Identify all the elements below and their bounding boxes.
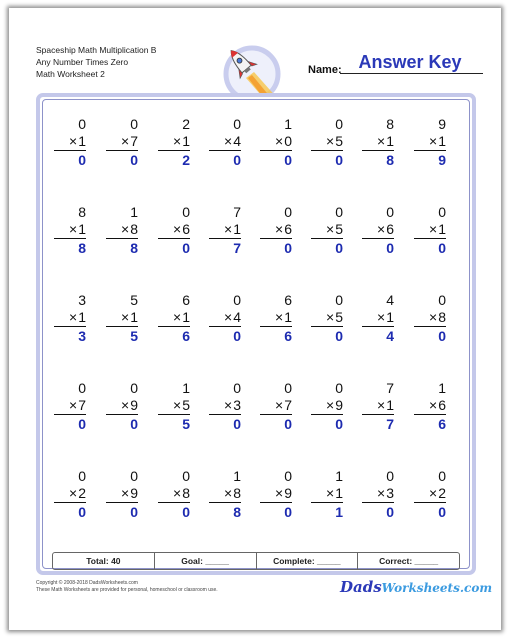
problem-item [256,292,296,352]
answer: 0 [438,240,446,256]
multiplier-row [311,220,343,239]
correct-field: Correct: _____ [357,553,459,569]
times-operator: × [224,133,233,149]
multiplier-row [260,484,292,503]
multiplier-row [311,484,343,503]
multiplier-row [260,132,292,151]
name-line [340,73,483,74]
times-operator: × [173,485,182,501]
times-operator: × [377,485,386,501]
answer: 5 [130,328,138,344]
problem-item [154,380,194,440]
multiplier: 9 [335,397,343,413]
times-operator: × [326,221,335,237]
complete-field: Complete: _____ [256,553,358,569]
multiplier: 8 [182,485,190,501]
answer: 8 [233,504,241,520]
total-count: Total: 40 [86,556,121,566]
answer: 3 [78,328,86,344]
multiplicand: 0 [130,116,138,132]
problem-item [205,468,245,528]
times-operator: × [69,133,78,149]
times-operator: × [377,221,386,237]
answer: 0 [78,504,86,520]
multiplicand: 7 [233,204,241,220]
multiplier-row [414,396,446,415]
problem-item [410,468,450,528]
multiplier: 5 [335,309,343,325]
answer: 0 [284,152,292,168]
answer: 8 [386,152,394,168]
multiplicand: 0 [182,468,190,484]
multiplicand: 0 [335,116,343,132]
multiplier: 2 [438,485,446,501]
problem-item [358,204,398,264]
multiplicand: 0 [130,468,138,484]
times-operator: × [377,133,386,149]
times-operator: × [224,309,233,325]
problem-item [154,292,194,352]
answer: 0 [438,328,446,344]
times-operator: × [275,133,284,149]
multiplicand: 4 [386,292,394,308]
multiplicand: 1 [182,380,190,396]
multiplier-row [158,484,190,503]
multiplicand: 0 [233,292,241,308]
worksheet-number: Math Worksheet 2 [36,69,105,79]
multiplier: 5 [182,397,190,413]
problem-item [256,204,296,264]
multiplicand: 0 [438,468,446,484]
multiplicand: 1 [438,380,446,396]
multiplier-row [209,396,241,415]
problem-item [154,204,194,264]
answer: 5 [182,416,190,432]
problem-item [205,292,245,352]
answer: 0 [182,504,190,520]
problem-item [205,380,245,440]
multiplier-row [260,396,292,415]
multiplicand: 8 [386,116,394,132]
problem-item [256,116,296,176]
name-label: Name: [308,64,342,76]
problem-item [154,468,194,528]
times-operator: × [121,309,130,325]
problem-item [102,204,142,264]
worksheet-header [36,44,156,80]
answer: 8 [130,240,138,256]
problem-item [410,380,450,440]
multiplier-row [362,396,394,415]
multiplicand: 0 [284,204,292,220]
times-operator: × [429,133,438,149]
answer: 1 [335,504,343,520]
answer: 0 [130,416,138,432]
problem-item [50,380,90,440]
multiplier: 1 [335,485,343,501]
brand-part-2: Worksheets.com [381,581,493,595]
multiplier: 1 [182,133,190,149]
multiplier-row [158,308,190,327]
multiplicand: 2 [182,116,190,132]
answer: 8 [78,240,86,256]
multiplier-row [260,220,292,239]
multiplier-row [106,308,138,327]
multiplicand: 6 [182,292,190,308]
answer: 9 [438,152,446,168]
worksheet-subtitle: Any Number Times Zero [36,57,129,67]
multiplier: 1 [78,309,86,325]
times-operator: × [326,309,335,325]
answer: 0 [78,416,86,432]
answer: 0 [233,328,241,344]
multiplier-row [362,220,394,239]
multiplier-row [260,308,292,327]
multiplicand: 0 [130,380,138,396]
times-operator: × [275,485,284,501]
worksheet-title: Spaceship Math Multiplication B [36,45,157,55]
problem-item [205,204,245,264]
score-box [52,552,460,570]
brand-logo [340,578,492,596]
multiplier-row [311,396,343,415]
problem-item [205,116,245,176]
usage-line: These Math Worksheets are provided for personal, homeschool or classroom use. [36,587,218,593]
multiplicand: 0 [335,204,343,220]
multiplier: 5 [335,221,343,237]
problem-item [410,116,450,176]
multiplier-row [362,484,394,503]
answer: 0 [335,416,343,432]
multiplier: 6 [438,397,446,413]
multiplicand: 7 [386,380,394,396]
multiplicand: 0 [78,380,86,396]
multiplier: 9 [284,485,292,501]
problem-item [307,204,347,264]
answer: 6 [284,328,292,344]
times-operator: × [429,309,438,325]
problem-item [358,468,398,528]
times-operator: × [69,397,78,413]
multiplier: 9 [130,397,138,413]
answer: 0 [233,416,241,432]
multiplicand: 0 [386,468,394,484]
multiplier-row [106,484,138,503]
problem-item [307,380,347,440]
multiplier-row [209,132,241,151]
problem-item [256,380,296,440]
problem-item [307,292,347,352]
times-operator: × [69,309,78,325]
multiplier: 7 [284,397,292,413]
multiplier: 1 [386,309,394,325]
problem-item [50,116,90,176]
multiplier-row [362,308,394,327]
answer-key-title: Answer Key [358,52,462,72]
times-operator: × [326,133,335,149]
multiplicand: 6 [284,292,292,308]
multiplier: 1 [284,309,292,325]
times-operator: × [275,221,284,237]
multiplier-row [54,396,86,415]
multiplicand: 3 [78,292,86,308]
times-operator: × [69,221,78,237]
multiplier-row [414,484,446,503]
multiplicand: 0 [386,204,394,220]
answer: 0 [130,504,138,520]
times-operator: × [224,221,233,237]
multiplicand: 0 [438,292,446,308]
multiplicand: 0 [438,204,446,220]
times-operator: × [377,309,386,325]
times-operator: × [173,221,182,237]
multiplier-row [414,220,446,239]
answer: 0 [284,416,292,432]
times-operator: × [275,397,284,413]
multiplier: 6 [182,221,190,237]
times-operator: × [173,397,182,413]
multiplicand: 1 [233,468,241,484]
problem-item [154,116,194,176]
multiplier: 1 [78,133,86,149]
times-operator: × [429,221,438,237]
times-operator: × [326,485,335,501]
answer: 0 [335,328,343,344]
multiplier-row [54,132,86,151]
multiplicand: 0 [284,468,292,484]
multiplier: 1 [182,309,190,325]
answer: 6 [182,328,190,344]
multiplicand: 0 [233,116,241,132]
multiplier-row [311,308,343,327]
multiplier-row [311,132,343,151]
multiplicand: 5 [130,292,138,308]
multiplier-row [106,396,138,415]
problem-item [358,116,398,176]
times-operator: × [121,397,130,413]
multiplier-row [54,308,86,327]
problem-item [358,292,398,352]
answer: 4 [386,328,394,344]
multiplier: 5 [335,133,343,149]
multiplier: 9 [130,485,138,501]
multiplier-row [158,220,190,239]
answer: 0 [130,152,138,168]
multiplier: 1 [386,397,394,413]
answer: 0 [182,240,190,256]
multiplier: 7 [78,397,86,413]
multiplier: 2 [78,485,86,501]
multiplier: 6 [386,221,394,237]
times-operator: × [326,397,335,413]
multiplier-row [209,308,241,327]
times-operator: × [429,485,438,501]
times-operator: × [224,485,233,501]
multiplicand: 8 [78,204,86,220]
problem-item [358,380,398,440]
multiplier-row [158,396,190,415]
multiplier-row [209,220,241,239]
problem-item [256,468,296,528]
multiplier: 3 [233,397,241,413]
multiplicand: 0 [182,204,190,220]
multiplier-row [414,132,446,151]
multiplier: 1 [438,221,446,237]
answer: 0 [284,240,292,256]
times-operator: × [121,221,130,237]
times-operator: × [173,133,182,149]
multiplier-row [362,132,394,151]
answer: 7 [386,416,394,432]
multiplicand: 0 [78,468,86,484]
copyright-line: Copyright © 2008-2018 DadsWorksheets.com [36,580,138,586]
multiplicand: 0 [335,380,343,396]
problem-item [102,380,142,440]
multiplier-row [414,308,446,327]
problem-item [307,468,347,528]
multiplier: 3 [386,485,394,501]
problem-item [410,292,450,352]
multiplier: 8 [438,309,446,325]
multiplicand: 0 [335,292,343,308]
times-operator: × [121,133,130,149]
multiplier: 4 [233,309,241,325]
multiplicand: 0 [233,380,241,396]
times-operator: × [224,397,233,413]
answer: 0 [78,152,86,168]
problem-item [410,204,450,264]
answer: 6 [438,416,446,432]
multiplier: 1 [78,221,86,237]
answer: 0 [438,504,446,520]
answer: 7 [233,240,241,256]
problem-item [307,116,347,176]
problem-item [102,292,142,352]
multiplier: 6 [284,221,292,237]
answer: 2 [182,152,190,168]
multiplier: 1 [130,309,138,325]
problem-item [50,468,90,528]
multiplier: 1 [386,133,394,149]
multiplicand: 9 [438,116,446,132]
answer: 0 [233,152,241,168]
answer: 0 [386,240,394,256]
multiplicand: 0 [78,116,86,132]
times-operator: × [377,397,386,413]
multiplier: 0 [284,133,292,149]
multiplier-row [106,132,138,151]
times-operator: × [121,485,130,501]
multiplier: 4 [233,133,241,149]
times-operator: × [69,485,78,501]
multiplicand: 1 [284,116,292,132]
brand-part-1: Dads [340,578,382,596]
times-operator: × [275,309,284,325]
multiplier: 1 [233,221,241,237]
multiplicand: 0 [284,380,292,396]
multiplier: 1 [438,133,446,149]
answer: 0 [335,240,343,256]
multiplier-row [54,484,86,503]
problem-item [50,292,90,352]
multiplier-row [209,484,241,503]
problem-item [102,468,142,528]
times-operator: × [173,309,182,325]
copyright-notice [36,580,218,594]
multiplier: 8 [233,485,241,501]
answer: 0 [386,504,394,520]
times-operator: × [429,397,438,413]
problem-item [50,204,90,264]
answer: 0 [284,504,292,520]
multiplier: 7 [130,133,138,149]
multiplier-row [158,132,190,151]
problem-item [102,116,142,176]
multiplier-row [54,220,86,239]
multiplicand: 1 [130,204,138,220]
answer: 0 [335,152,343,168]
multiplier: 8 [130,221,138,237]
multiplier-row [106,220,138,239]
goal-field: Goal: _____ [154,553,256,569]
multiplicand: 1 [335,468,343,484]
